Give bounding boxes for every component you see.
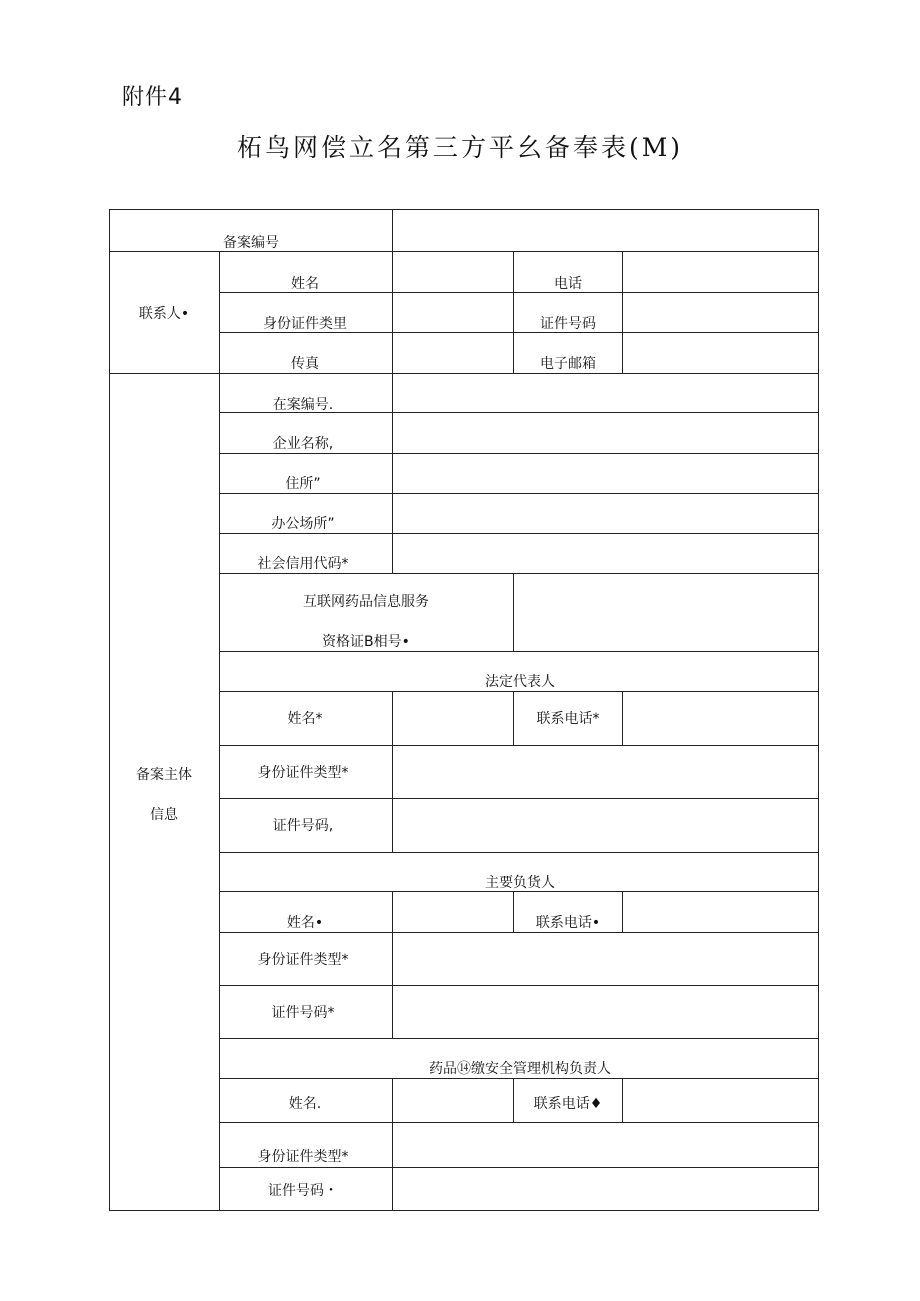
contact-fax-field[interactable] [393, 333, 513, 373]
safety-head-id-type-field[interactable] [393, 1123, 818, 1167]
contact-phone-label: 电话 [554, 276, 582, 292]
contact-email-label: 电子邮箱 [540, 356, 596, 372]
safety-head-phone-field[interactable] [623, 1079, 818, 1122]
contact-phone-field[interactable] [623, 252, 818, 292]
contact-id-type-field[interactable] [393, 293, 513, 332]
subject-group-label-2: 信息 [150, 807, 178, 823]
contact-id-no-label: 证件号码 [540, 316, 596, 332]
subject-group-label-1: 备案主体 [136, 767, 192, 783]
credit-code-field[interactable] [393, 534, 818, 573]
contact-fax-label: 传真 [291, 356, 319, 372]
form-title: 柘鸟网偿立名第三方平幺备奉表(M) [236, 133, 684, 162]
principal-id-type-field[interactable] [393, 933, 818, 985]
principal-id-type-label: 身份证件类型* [257, 952, 349, 968]
residence-label: 住所” [285, 476, 321, 492]
legal-rep-section-title: 法定代表人 [485, 674, 555, 690]
filing-no-label: 在案编号. [272, 397, 334, 413]
contact-name-label: 姓名 [291, 276, 319, 292]
legal-rep-phone-label: 联系电话* [536, 711, 600, 727]
principal-name-label: 姓名• [286, 915, 324, 931]
principal-name-field[interactable] [393, 892, 513, 932]
contact-id-no-field[interactable] [623, 293, 818, 332]
residence-field[interactable] [393, 454, 818, 493]
safety-head-id-no-label: 证件号码・ [268, 1183, 338, 1199]
safety-head-section-title: 药品⑭缴安全管理机构负责人 [429, 1061, 611, 1077]
legal-rep-name-field[interactable] [393, 692, 513, 745]
filing-form-table [109, 209, 819, 1211]
principal-id-no-label: 证件号码* [271, 1005, 335, 1021]
safety-head-name-field[interactable] [393, 1079, 513, 1122]
safety-head-id-type-label: 身份证件类型* [257, 1149, 349, 1165]
cert-no-field[interactable] [514, 574, 818, 651]
cert-label-line1: 互联网药品信息服务 [303, 594, 429, 610]
filing-no-field[interactable] [393, 374, 818, 412]
record-no-label: 备案编号 [223, 235, 279, 251]
cert-label-line2: 资格证B相号• [322, 634, 410, 650]
principal-id-no-field[interactable] [393, 986, 818, 1038]
legal-rep-id-type-label: 身份证件类型* [257, 765, 349, 781]
office-field[interactable] [393, 494, 818, 533]
company-name-field[interactable] [393, 413, 818, 453]
legal-rep-id-no-label: 证件号码, [272, 818, 334, 834]
record-no-field[interactable] [393, 210, 818, 251]
contact-group-label: 联系人• [138, 306, 190, 322]
safety-head-id-no-field[interactable] [393, 1168, 818, 1210]
principal-phone-label: 联系电话• [535, 915, 601, 931]
attachment-label: 附件4 [122, 85, 183, 110]
company-name-label: 企业名称, [272, 436, 334, 452]
office-label: 办公场所” [271, 516, 335, 532]
safety-head-name-label: 姓名. [288, 1096, 322, 1112]
credit-code-label: 社会信用代码* [257, 556, 349, 572]
legal-rep-phone-field[interactable] [623, 692, 818, 745]
contact-id-type-label: 身份证件类里 [263, 316, 347, 332]
legal-rep-id-type-field[interactable] [393, 746, 818, 798]
legal-rep-id-no-field[interactable] [393, 799, 818, 852]
safety-head-phone-label: 联系电话♦ [533, 1096, 603, 1112]
contact-name-field[interactable] [393, 252, 513, 292]
principal-section-title: 主要负货人 [485, 875, 555, 891]
principal-phone-field[interactable] [623, 892, 818, 932]
contact-email-field[interactable] [623, 333, 818, 373]
legal-rep-name-label: 姓名* [287, 711, 323, 727]
